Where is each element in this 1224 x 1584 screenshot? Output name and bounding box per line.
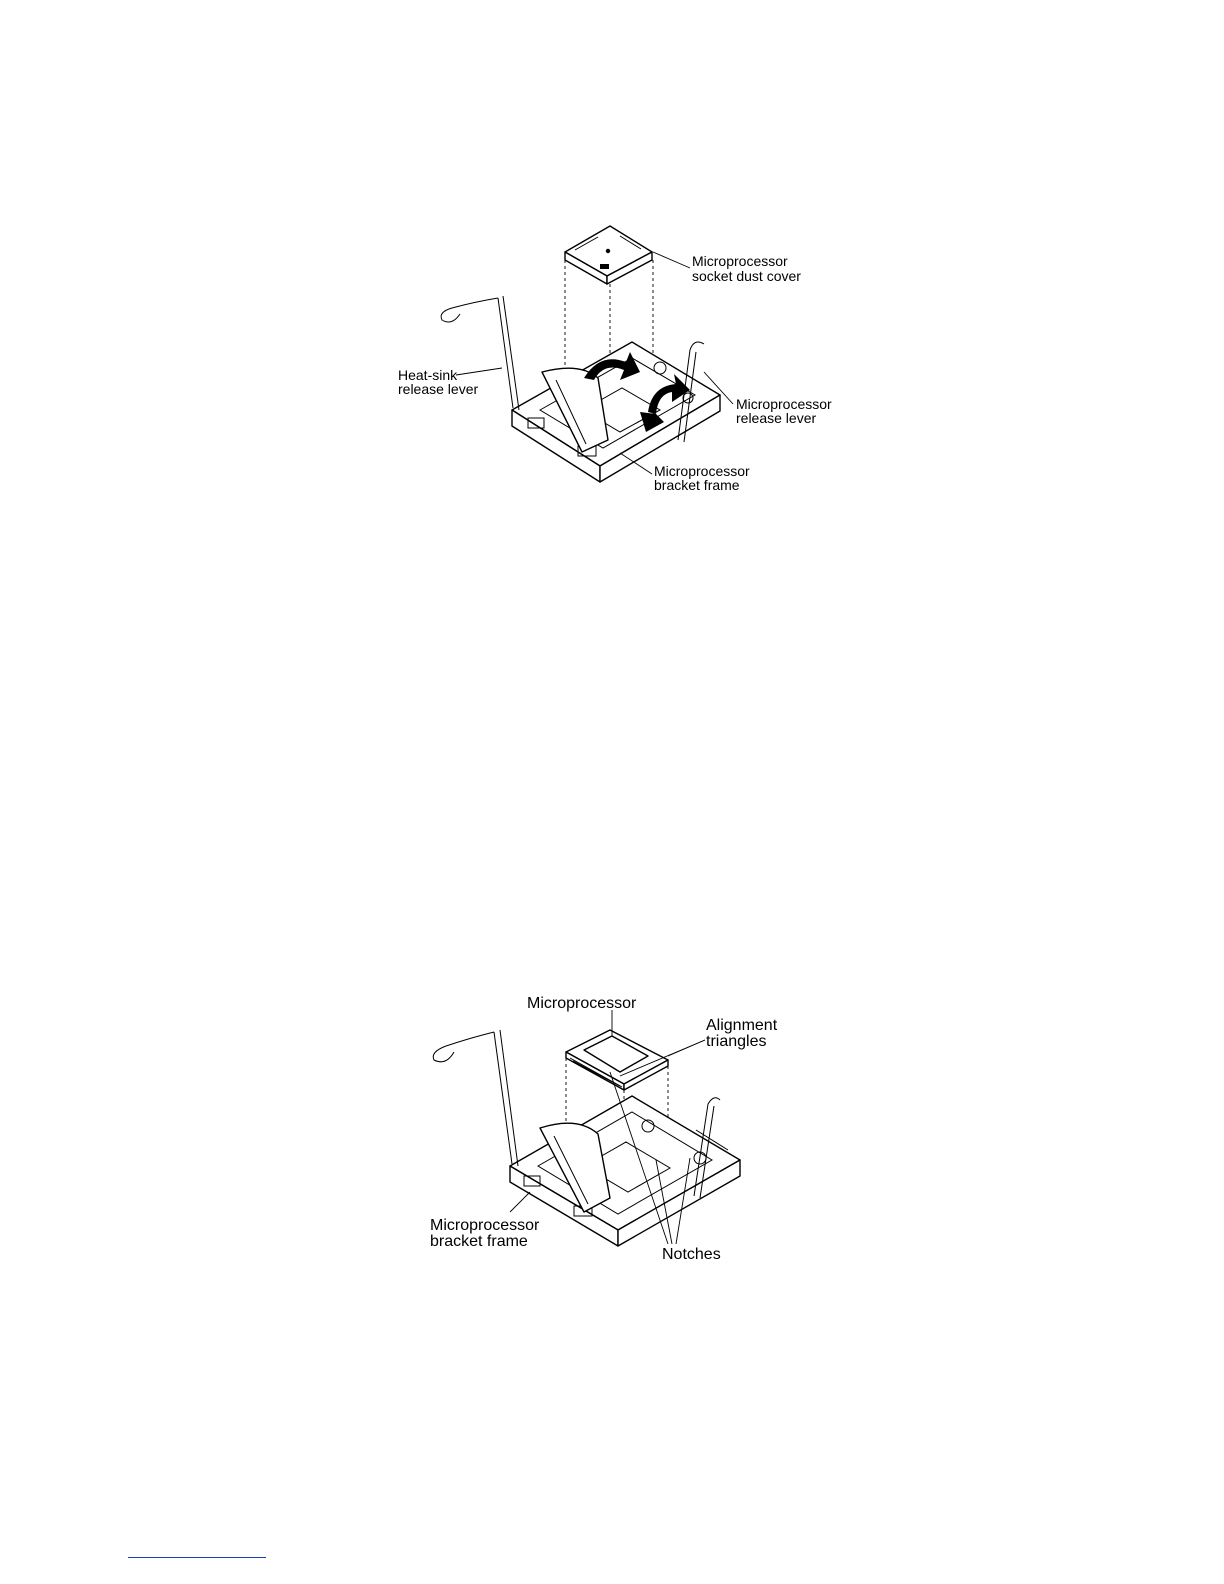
footnote-rule — [128, 1557, 266, 1558]
socket-dust-cover — [565, 226, 652, 284]
label-bracket-frame-2-line2: bracket frame — [430, 1233, 528, 1250]
label-alignment-triangles-line1: Alignment — [706, 1017, 778, 1034]
label-bracket-frame-1-line2: bracket frame — [654, 477, 740, 493]
label-heat-sink-lever-line2: release lever — [398, 381, 479, 397]
figure-install-microprocessor — [430, 995, 778, 1263]
label-mp-release-lever-line2: release lever — [736, 410, 817, 426]
label-alignment-triangles-line2: triangles — [706, 1033, 767, 1050]
label-dust-cover-line1: Microprocessor — [692, 253, 788, 269]
label-microprocessor: Microprocessor — [527, 995, 637, 1012]
label-mp-release-lever-line1: Microprocessor — [736, 396, 832, 412]
heat-sink-lever-2 — [433, 1030, 518, 1166]
microprocessor-chip — [566, 1030, 668, 1090]
label-heat-sink-lever-line1: Heat-sink — [398, 367, 458, 383]
label-bracket-frame-1-line1: Microprocessor — [654, 463, 750, 479]
label-bracket-frame-2-line1: Microprocessor — [430, 1217, 540, 1234]
figure-remove-dust-cover — [398, 226, 832, 493]
label-dust-cover-line2: socket dust cover — [692, 268, 801, 284]
label-notches: Notches — [662, 1246, 721, 1263]
